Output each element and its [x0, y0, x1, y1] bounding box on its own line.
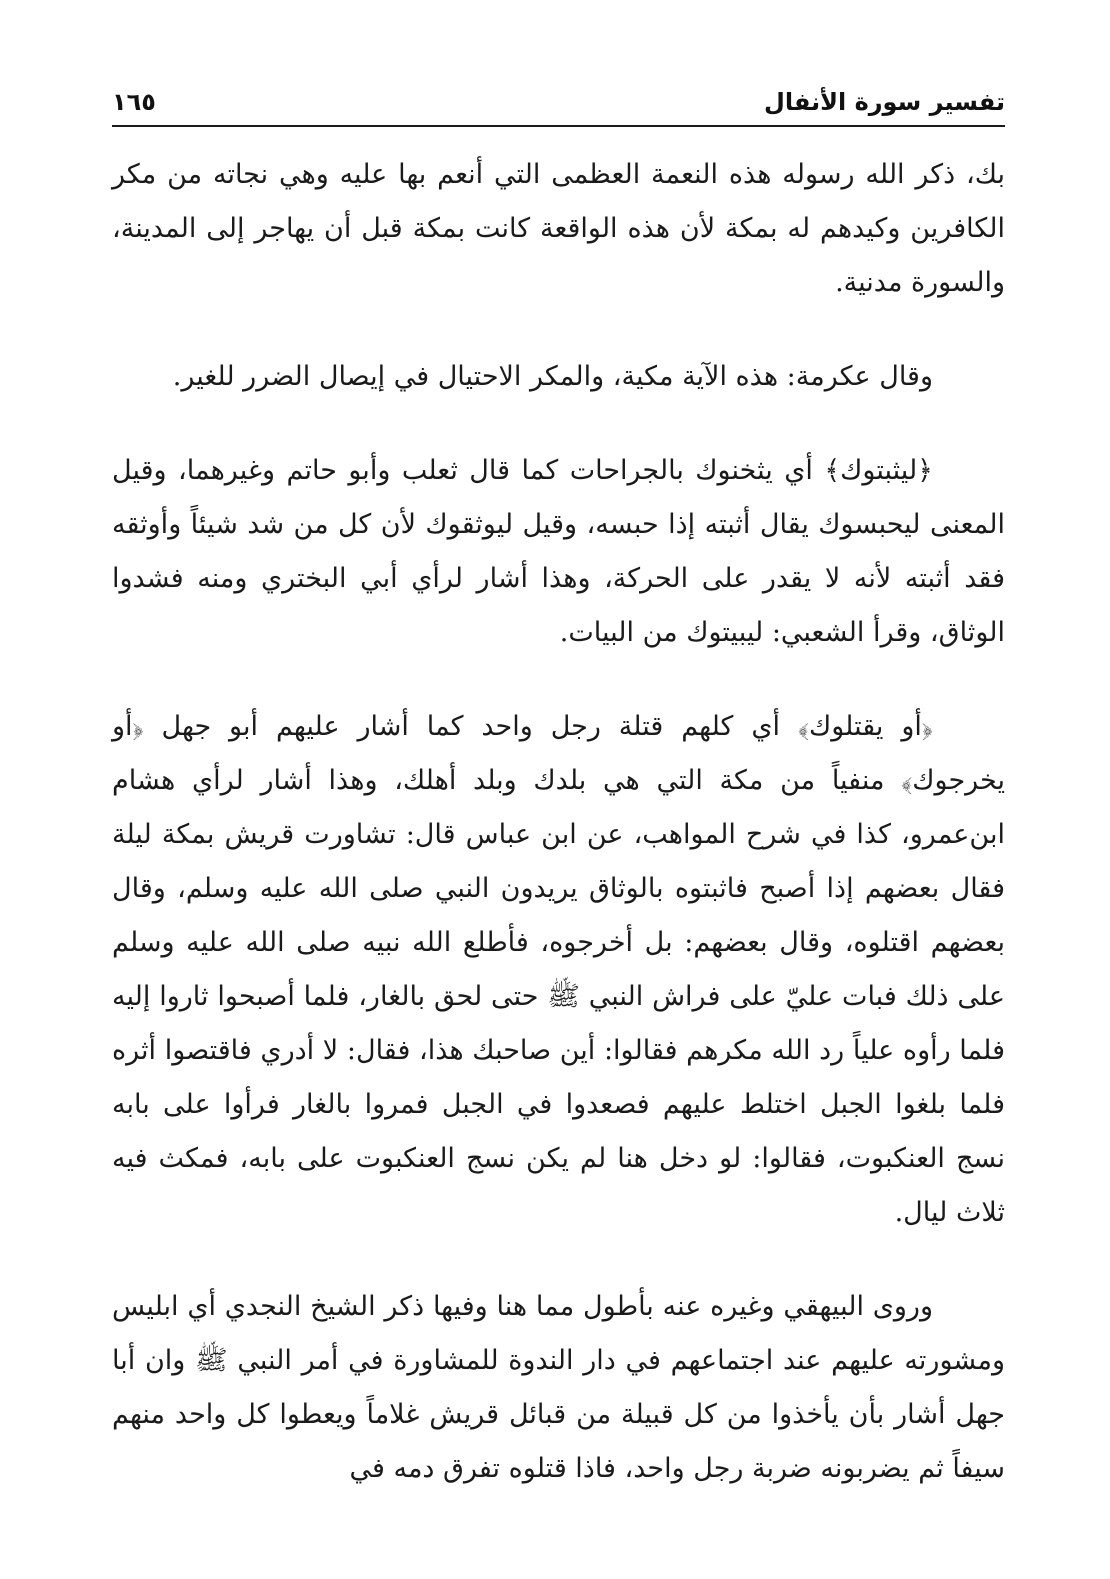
paragraph-ikrima: وقال عكرمة: هذه الآية مكية، والمكر الاحتيال في إيصال الضرر للغير. [172, 361, 933, 392]
body-text [112, 148, 1005, 1536]
paragraph-bayhaqi: وروى البيهقي وغيره عنه بأطول مما هنا وفيها ذكر الشيخ النجدي أي ابليس ومشورته عليهم عند اجتماعهم في دار الندوة للمشاورة في أمر النبي ﷺ وان أبا جهل أشار بأن يأخذوا من كل قبيلة من قبائل قريش غلاماً ويعطوا كل واحد منهم سيفاً ثم يضربونه ضربة رجل واحد، فاذا قتلوه تفرق دمه في [112, 1291, 1005, 1484]
page-number: ١٦٥ [112, 88, 156, 116]
paragraph-yaqtuluk: ﴿أو يقتلوك﴾ أي كلهم قتلة رجل واحد كما أشار عليهم أبو جهل ﴿أو يخرجوك﴾ منفياً من مكة التي هي بلدك وبلد أهلك، وهذا أشار لرأي هشام ابن‌عمرو، كذا في شرح المواهب، عن ابن عباس قال: تشاورت قريش بمكة ليلة فقال بعضهم إذا أصبح فاثبتوه بالوثاق يريدون النبي صلى الله عليه وسلم، وقال بعضهم اقتلوه، وقال بعضهم: بل أخرجوه، فأطلع الله نبيه صلى الله عليه وسلم على ذلك فبات عليّ على فراش النبي ﷺ حتى لحق بالغار، فلما أصبحوا ثاروا إليه فلما رأوه علياً رد الله مكرهم فقالوا: أين صاحبك هذا، فقال: لا أدري فاقتصوا أثره فلما بلغوا الجبل اختلط عليهم فصعدوا في الجبل فمروا بالغار فرأوا على بابه نسج العنكبوت، فقالوا: لو دخل هنا لم يكن نسج العنكبوت على بابه، فمكث فيه ثلاث ليال. [112, 711, 1005, 1228]
running-title: تفسير سورة الأنفال [764, 88, 1005, 116]
paragraph-yuthbituk: ﴿ليثبتوك﴾ أي يثخنوك بالجراحات كما قال ثعلب وأبو حاتم وغيرهما، وقيل المعنى ليحبسوك يقال أثبته إذا حبسه، وقيل ليوثقوك لأن كل من شد شيئاً وأوثقه فقد أثبته لأنه لا يقدر على الحركة، وهذا أشار لرأي أبي البختري ومنه فشدوا الوثاق، وقرأ الشعبي: ليبيتوك من البيات. [112, 455, 1006, 648]
header-divider [112, 125, 1005, 127]
paragraph-continuation: بك، ذكر الله رسوله هذه النعمة العظمى التي أنعم بها عليه وهي نجاته من مكر الكافرين وكيدهم له بمكة لأن هذه الواقعة كانت بمكة قبل أن يهاجر إلى المدينة، والسورة مدنية. [112, 159, 1005, 298]
page-header [112, 82, 1005, 122]
